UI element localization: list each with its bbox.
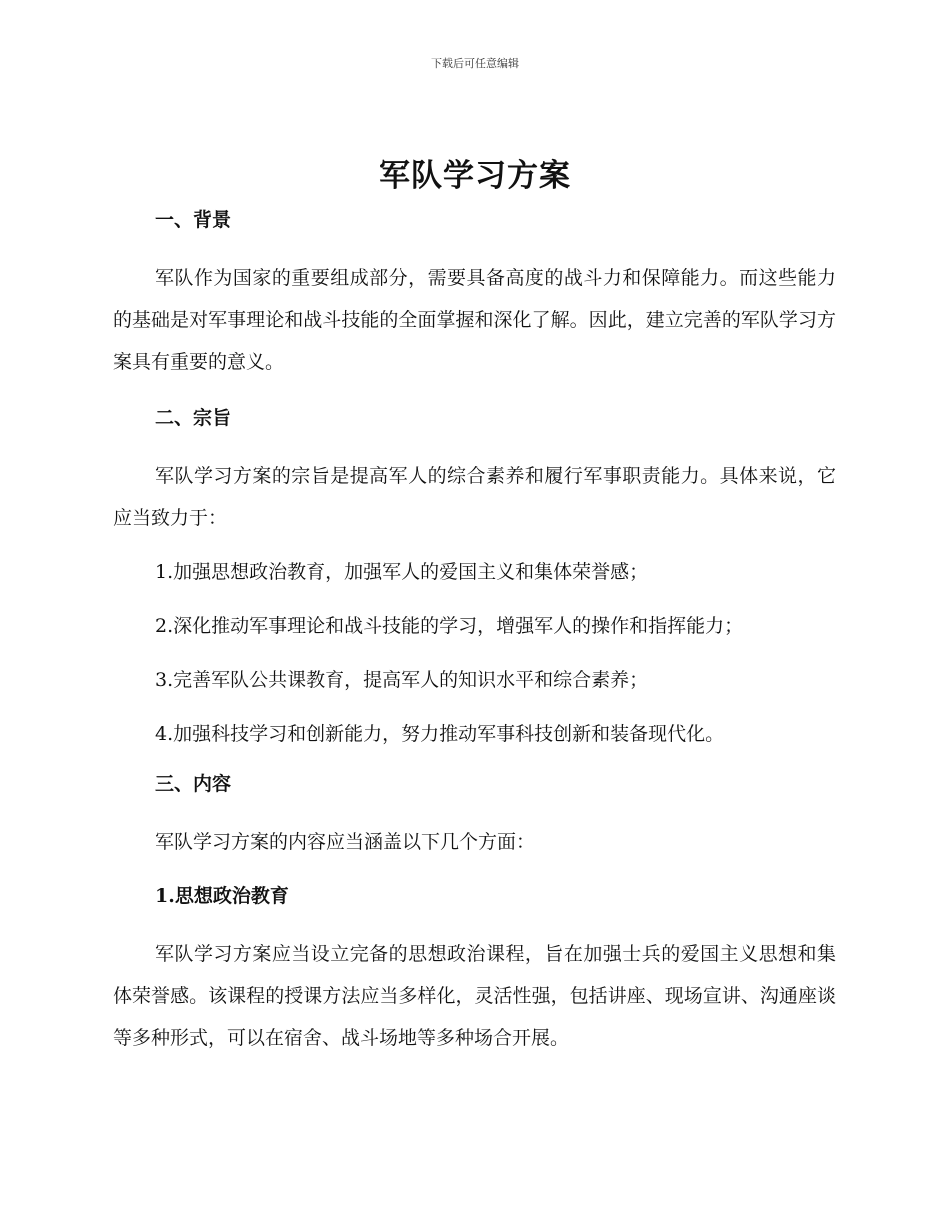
section-paragraph-content: 军队学习方案的内容应当涵盖以下几个方面： [155,831,536,853]
list-item: 1.加强思想政治教育，加强军人的爱国主义和集体荣誉感； [155,561,649,583]
list-item: 3.完善军队公共课教育，提高军人的知识水平和综合素养； [155,669,649,691]
subsection-paragraph-political-education: 军队学习方案应当设立完备的思想政治课程，旨在加强士兵的爱国主义思想和集体荣誉感。该课程的授课方法应当多样化，灵活性强，包括讲座、现场宣讲、沟通座谈等多种形式，可以在宿舍、战斗场地等多种场合开展。 [113,943,836,1049]
document-title: 军队学习方案 [379,158,571,194]
header-note: 下载后可任意编辑 [431,57,519,70]
list-item: 4.加强科技学习和创新能力，努力推动军事科技创新和装备现代化。 [155,723,725,745]
list-item: 2.深化推动军事理论和战斗技能的学习，增强军人的操作和指挥能力； [155,615,744,637]
section-heading-purpose: 二、宗旨 [155,407,232,429]
subsection-heading-political-education: 1.思想政治教育 [155,885,289,907]
section-heading-content: 三、内容 [155,773,232,795]
section-heading-background: 一、背景 [155,209,232,231]
section-paragraph-background: 军队作为国家的重要组成部分，需要具备高度的战斗力和保障能力。而这些能力的基础是对军事理论和战斗技能的全面掌握和深化了解。因此，建立完善的军队学习方案具有重要的意义。 [113,267,836,373]
document-body [113,203,836,1059]
section-paragraph-purpose: 军队学习方案的宗旨是提高军人的综合素养和履行军事职责能力。具体来说，它应当致力于： [113,465,836,529]
